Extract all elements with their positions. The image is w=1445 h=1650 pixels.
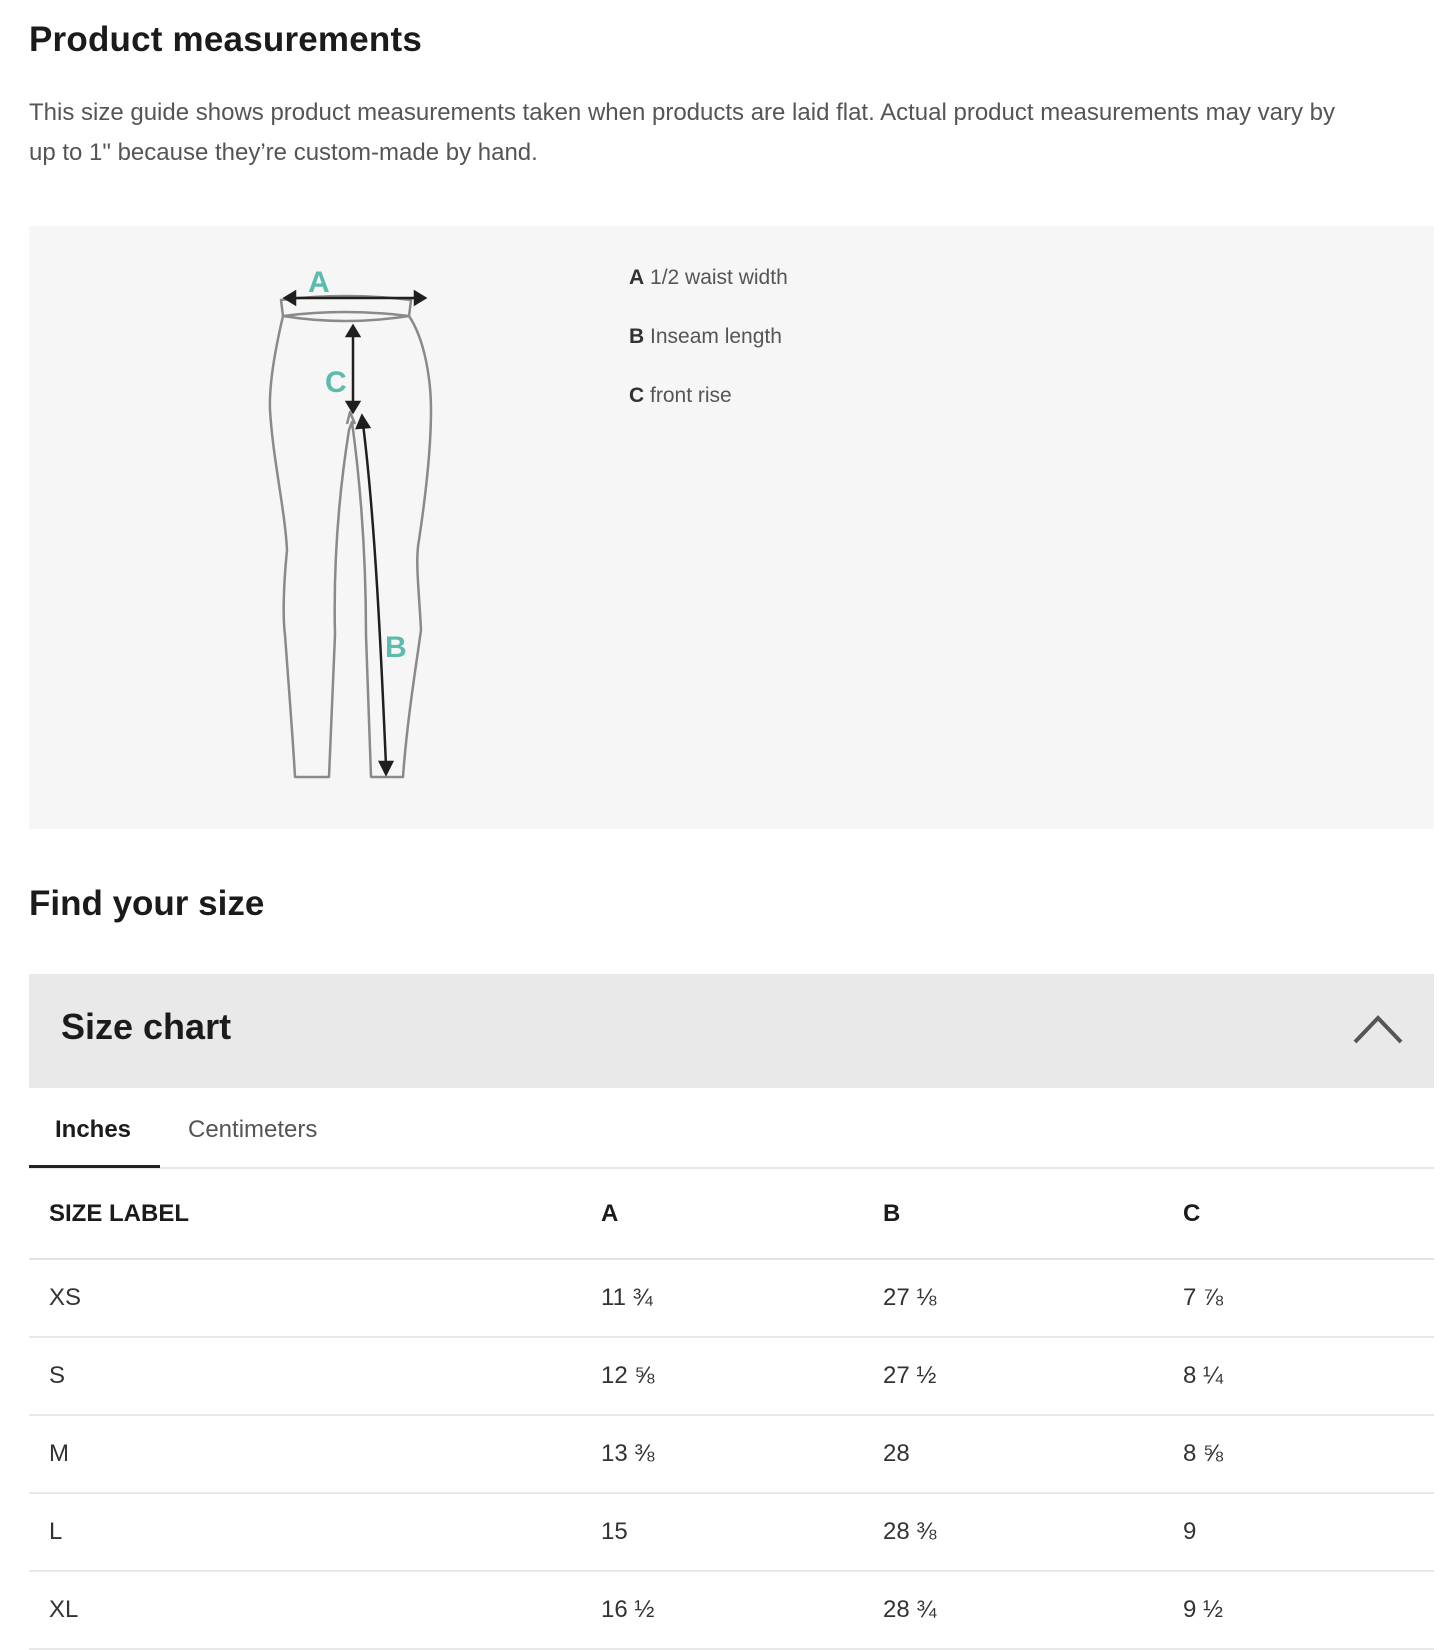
legend-item-c — [629, 384, 788, 443]
legend-item-a — [629, 266, 788, 325]
legend-text-b: Inseam length — [650, 325, 782, 348]
chevron-up-icon[interactable] — [1352, 1012, 1404, 1046]
size-chart-table — [29, 1169, 1434, 1650]
cell-c: 9 ½ — [1183, 1571, 1434, 1649]
cell-b: 27 ⅛ — [883, 1259, 1183, 1337]
measure-arrow-b — [357, 416, 392, 774]
cell-a: 15 — [601, 1493, 883, 1571]
label-c: C — [325, 366, 347, 399]
tab-centimeters[interactable]: Centimeters — [188, 1116, 318, 1143]
size-chart-accordion-toggle[interactable] — [29, 974, 1434, 1088]
table-row — [29, 1415, 1434, 1493]
legend-item-b — [629, 325, 788, 384]
cell-b: 28 ¾ — [883, 1571, 1183, 1649]
label-b: B — [385, 631, 407, 664]
product-measurements-title: Product measurements — [29, 20, 423, 59]
cell-b: 27 ½ — [883, 1337, 1183, 1415]
table-row — [29, 1337, 1434, 1415]
column-header-size-label: SIZE LABEL — [29, 1169, 601, 1259]
legend-text-a: 1/2 waist width — [650, 266, 788, 289]
cell-size-label: S — [29, 1337, 601, 1415]
cell-size-label: XL — [29, 1571, 601, 1649]
size-chart-title: Size chart — [61, 1006, 232, 1047]
active-tab-indicator — [29, 1165, 160, 1168]
find-your-size-title: Find your size — [29, 884, 265, 923]
description-line-2: up to 1" because they’re custom-made by hand. — [29, 139, 538, 166]
cell-c: 7 ⅞ — [1183, 1259, 1434, 1337]
cell-a: 11 ¾ — [601, 1259, 883, 1337]
label-a: A — [308, 266, 330, 299]
description-line-1: This size guide shows product measurements taken when products are laid flat. Actual product measurements may vary by — [29, 99, 1335, 126]
legend-text-c: front rise — [650, 384, 732, 407]
legend-key-a: A — [629, 266, 645, 289]
column-header-a: A — [601, 1169, 883, 1259]
legend-key-c: C — [629, 384, 645, 407]
leggings-outline — [270, 296, 431, 777]
column-header-c: C — [1183, 1169, 1434, 1259]
legend-key-b: B — [629, 325, 645, 348]
cell-a: 13 ⅜ — [601, 1415, 883, 1493]
cell-b: 28 ⅜ — [883, 1493, 1183, 1571]
table-row — [29, 1259, 1434, 1337]
table-row — [29, 1493, 1434, 1571]
cell-a: 16 ½ — [601, 1571, 883, 1649]
table-header-row — [29, 1169, 1434, 1259]
cell-c: 8 ⅝ — [1183, 1415, 1434, 1493]
tab-inches[interactable]: Inches — [55, 1116, 132, 1143]
cell-size-label: L — [29, 1493, 601, 1571]
measure-arrow-c — [347, 326, 359, 412]
measure-arrow-a — [285, 292, 425, 304]
cell-size-label: M — [29, 1415, 601, 1493]
cell-b: 28 — [883, 1415, 1183, 1493]
leggings-diagram — [249, 264, 449, 784]
cell-c: 9 — [1183, 1493, 1434, 1571]
cell-a: 12 ⅝ — [601, 1337, 883, 1415]
measurement-legend — [629, 266, 788, 443]
cell-size-label: XS — [29, 1259, 601, 1337]
cell-c: 8 ¼ — [1183, 1337, 1434, 1415]
measurements-description — [29, 93, 1434, 173]
unit-tabs — [29, 1088, 1434, 1169]
table-row — [29, 1571, 1434, 1649]
measurement-diagram-panel — [29, 226, 1434, 829]
column-header-b: B — [883, 1169, 1183, 1259]
